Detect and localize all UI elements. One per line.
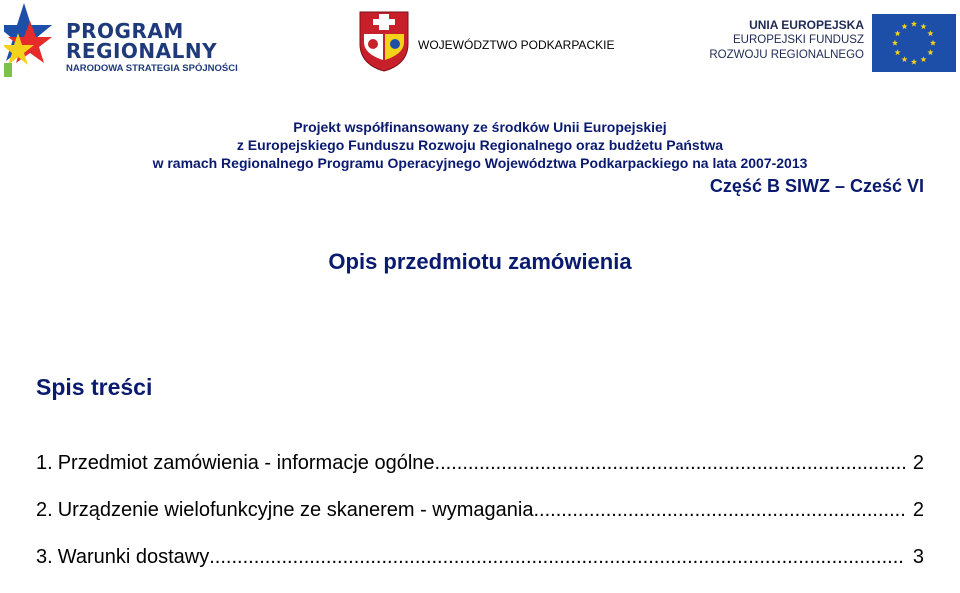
table-of-contents [36,452,924,593]
document-title: Opis przedmiotu zamówienia [328,249,632,274]
toc-item-label: Warunki dostawy [57,546,210,568]
program-logo-line3: NARODOWA STRATEGIA SPÓJNOŚCI [66,63,238,74]
part-label: Część B SIWZ – Cześć VI [709,176,924,196]
toc-item-label: Przedmiot zamówienia - informacje ogólne [57,452,435,474]
toc-heading: Spis treści [36,374,153,400]
cofinancing-line2: z Europejskiego Funduszu Rozwoju Regionalnego oraz budżetu Państwa [236,137,724,153]
wojewodztwo-name: WOJEWÓDZTWO PODKARPACKIE [418,38,615,52]
eu-flag-icon [872,14,956,72]
page-header [0,0,960,82]
eu-logo-line2: EUROPEJSKI FUNDUSZ [733,34,864,46]
toc-item-number: 1. [36,452,53,474]
toc-item-page: 3 [912,546,924,568]
eu-logo-line1: UNIA EUROPEJSKA [749,18,864,32]
toc-item-page: 2 [912,499,924,521]
toc-item[interactable] [36,452,924,499]
coat-of-arms-icon [358,10,410,72]
eu-logo-line3: ROZWOJU REGIONALNEGO [709,49,864,61]
eu-logo [709,14,956,72]
cofinancing-line3: w ramach Regionalnego Programu Operacyjnego Województwa Podkarpackiego na lata 2007-2013 [152,155,808,171]
toc-leader-dots [533,499,904,522]
program-logo-line2: REGIONALNY [66,39,218,63]
toc-item-number: 3. [36,546,53,568]
cofinancing-line1: Projekt współfinansowany ze środków Unii Europejskiej [293,119,667,135]
toc-item-label: Urządzenie wielofunkcyjne ze skanerem - wymagania [57,499,534,521]
toc-leader-dots [435,452,905,475]
star-logo-icon [4,3,56,77]
toc-item[interactable] [36,546,924,593]
eu-logo-text [709,18,864,63]
program-regionalny-logo [4,3,238,77]
toc-leader-dots [209,546,905,569]
program-logo-line1: PROGRAM [66,19,184,43]
toc-item-number: 2. [36,499,53,521]
toc-item-page: 2 [912,452,924,474]
toc-item[interactable] [36,499,924,546]
cofinancing-notice [0,118,960,172]
